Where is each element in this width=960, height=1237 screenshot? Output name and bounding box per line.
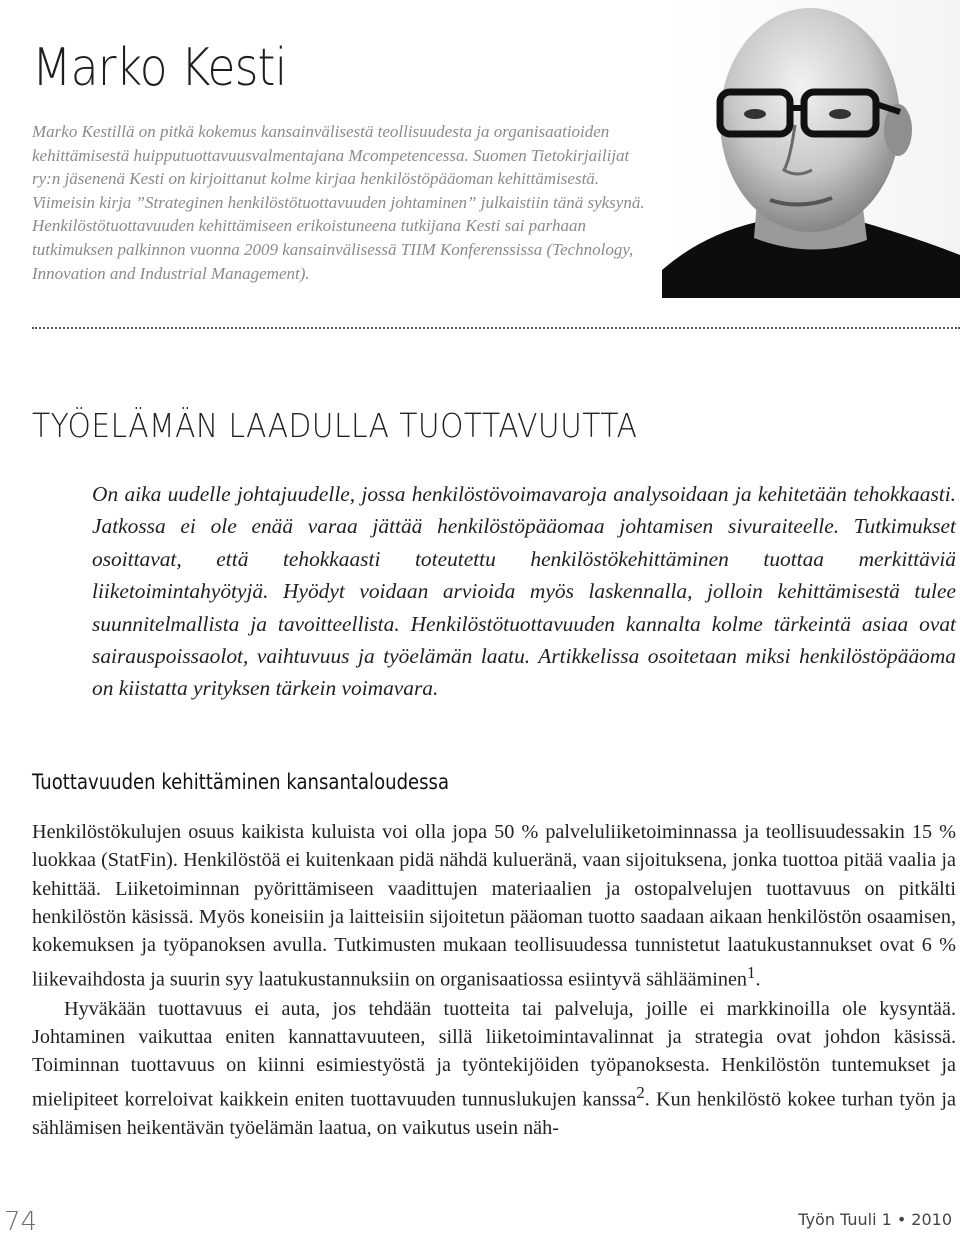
author-name: Marko Kesti (32, 38, 287, 98)
author-bio: Marko Kestillä on pitkä kokemus kansainvälisestä teollisuudesta ja organisaatioiden kehittämisestä huipputuottavuusvalmentajana Mcompetencessa. Suomen Tietokirjailijat ry:n jäsenenä Kesti on kirjoittanut kolme kirjaa henkilöstöpääoman kehittämisestä. Viimeisin kirja ”Strateginen henkilöstötuottavuuden johtaminen” julkaistiin tänä syksynä. Henkilöstötuottavuuden kehittämiseen erikoistuneena tutkijana Kesti sai parhaan tutkimuksen palkinnon vuonna 2009 kansainvälisessä TIIM Konferenssissa (Technology, Innovation and Industrial Management). (32, 122, 645, 283)
portrait-photo (662, 0, 960, 298)
issue-number: 1 (881, 1210, 892, 1229)
article-lead: On aika uudelle johtajuudelle, jossa henkilöstövoimavaroja analysoidaan ja kehitetään tehokkaasti. Jatkossa ei ole enää varaa jättää henkilöstöpääomaa johtamisen sivuraiteelle. Tutkimukset osoittavat, että tehokkaasti toteutettu henkilöstökehittäminen tuottaa merkittäviä liiketoimintahyötyjä. Hyödyt voidaan arvioida myös laskennalla, jolloin kehittämisestä tulee suunnitelmallista ja tavoitteellista. Henkilöstötuottavuuden kannalta kolme tärkeintä asiaa ovat sairauspoissaolot, vaihtuvuus ja työelämän laatu. Artikkelissa osoitetaan miksi henkilöstöpääoma on kiistatta yrityksen tärkein voimavara. (92, 482, 956, 701)
publication-name: Työn Tuuli (798, 1210, 877, 1229)
section-divider (32, 327, 960, 329)
paragraph-text: Hyväkään tuottavuus ei auta, jos tehdään tuotteita tai palveluja, joille ei markkinoilla ole kysyntää. Johtaminen vaikuttaa eniten kannattavuuteen, sillä liiketoimintavalinnat ja strategia ovat johdon käsissä. Toiminnan tuottavuus on kiinni esimiestyöstä ja työntekijöiden työpanoksesta. Henkilöstön tuntemukset ja mielipiteet korreloivat kaikkein eniten tuottavuuden tunnuslukujen kanssa (32, 997, 956, 1112)
paragraph-text: Henkilöstökulujen osuus kaikista kuluista voi olla jopa 50 % palveluliiketoiminnassa ja teollisuudessakin 15 % luokkaa (StatFin). Henkilöstöä ei kuitenkaan pidä nähdä kulueränä, vaan sijoituksena, jonka tuottoa pitää vaalia ja kehittää. Liiketoiminnan pyörittämiseen vaadittujen materiaalien ja ostopalvelujen tuottavuus on pitkälti henkilöstön käsissä. Myös koneisiin ja laitteisiin sijoitetun pääoman tuotto saadaan aikaan henkilöstön osaamisen, kokemuksen ja työpanoksen avulla. Tutkimusten mukaan teollisuudessa tunnistetut laatukustannukset ovat 6 % liikevaihdosta ja suurin syy laatukustannuksiin on organisaatiossa esiintyvä sählääminen (32, 821, 956, 992)
body-paragraph: Hyväkään tuottavuus ei auta, jos tehdään tuotteita tai palveluja, joille ei markkinoilla ole kysyntää. Johtaminen vaikuttaa eniten kannattavuuteen, sillä liiketoimintavalinnat ja strategia ovat johdon käsissä. Toiminnan tuottavuus on kiinni esimiestyöstä ja työntekijöiden työpanoksesta. Henkilöstön tuntemukset ja mielipiteet korreloivat kaikkein eniten tuottavuuden tunnuslukujen kanssa$^2$. Kun henkilöstö kokee turhan työn ja sählämisen heikentävän työelämän laatua, on vaikutus usein näh- (32, 997, 956, 1140)
page-number: 74 (4, 1207, 38, 1237)
body-paragraph: Henkilöstökulujen osuus kaikista kuluista voi olla jopa 50 % palveluliiketoiminnassa ja teollisuudessakin 15 % luokkaa (StatFin). Henkilöstöä ei kuitenkaan pidä nähdä kulueränä, vaan sijoituksena, jonka tuottoa pitää vaalia ja kehittää. Liiketoiminnan pyörittämiseen vaadittujen materiaalien ja ostopalvelujen tuottavuus on pitkälti henkilöstön käsissä. Myös koneisiin ja laitteisiin sijoitetun pääoman tuotto saadaan aikaan henkilöstön osaamisen, kokemuksen ja työpanoksen avulla. Tutkimusten mukaan teollisuudessa tunnistetut laatukustannukset ovat 6 % liikevaihdosta ja suurin syy laatukustannuksiin on organisaatiossa esiintyvä sählääminen$^1$. (32, 821, 956, 992)
article-title: TYÖELÄMÄN LAADULLA TUOTTAVUUTTA (32, 406, 638, 445)
footnote-marker: 2 (636, 1083, 645, 1103)
section-heading: Tuottavuuden kehittäminen kansantaloudessa (32, 770, 450, 794)
author-portrait (662, 0, 960, 298)
article-body (32, 818, 956, 1143)
footnote-marker: 1 (747, 963, 756, 983)
publication-year: 2010 (911, 1210, 952, 1229)
paragraph-text: Kun henkilöstö kokee turhan työn ja sählämisen heikentävän työelämän laatua, on vaikutus usein näh- (32, 1089, 956, 1140)
publication-footer (798, 1210, 952, 1229)
footer-separator: • (896, 1210, 907, 1229)
